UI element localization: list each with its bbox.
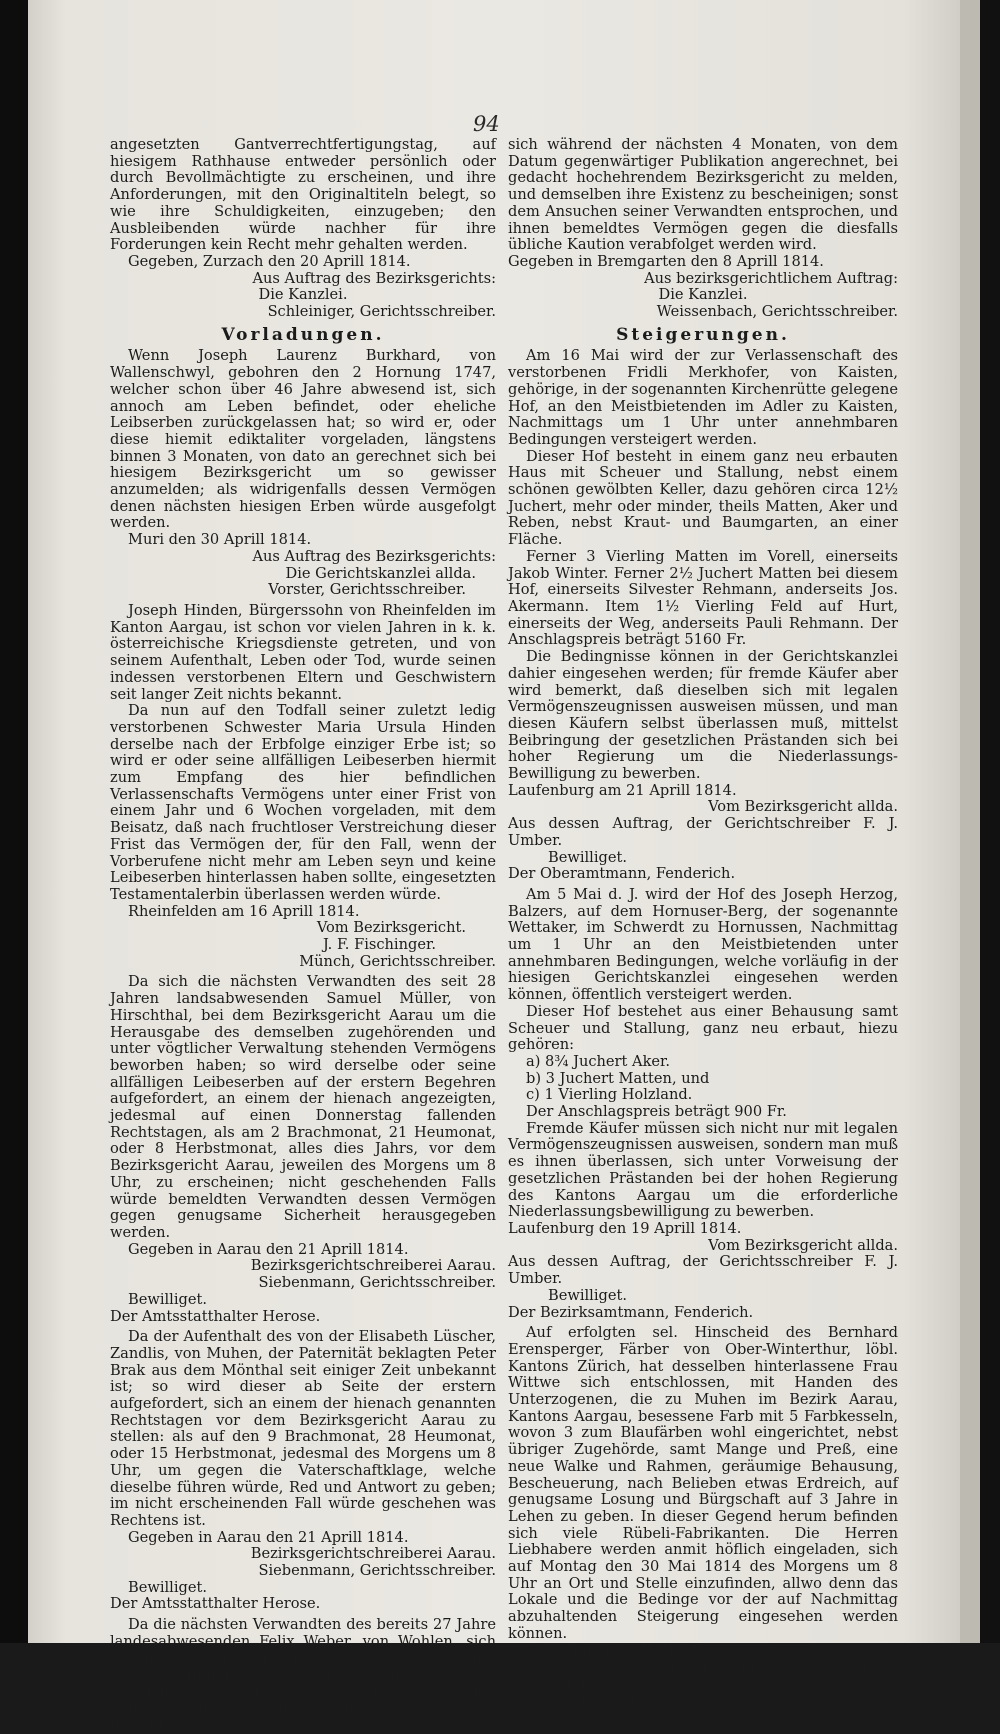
notice-date: Laufenburg am 21 Aprill 1814. xyxy=(508,781,737,799)
notice-office: Die Gerichtskanzlei allda. xyxy=(285,564,476,582)
notice-authority: Vom Bezirksgericht allda. xyxy=(708,1236,898,1254)
notice-text: Am 5 Mai d. J. wird der Hof des Joseph Herzog, Balzers, auf dem Hornuser-Berg, der sogenannte Wettaker, im Schwerdt zu Hornussen, Nachmittag um 1 Uhr an den Meistbietenden unter annehmbaren Bedingungen, welche vorläufig in der hiesigen Gerichtskanzlei eingesehen werden können, öffentlich versteigert werden. xyxy=(508,885,898,1004)
notice-text: Auf erfolgten sel. Hinscheid des Bernhard Erensperger, Färber von Ober-Winterthur, löbl. Kantons Zürich, hat desselben hinterlassene Frau Wittwe sich entschlossen, mit Handen des Unterzogenen, die zu Muhen im Bezirk Aarau, Kantons Aargau, besessene Farb mit 5 Farbkesseln, wovon 3 zum Blaufärben wohl eingerichtet, nebst übriger Zugehörde, samt Mange und Preß, eine neue Walke und Rahmen, geräumige Behausung, Bescheuerung, nach Belieben etwas Erdreich, auf genugsame Losung und Bürgschaft auf 3 Jahre in Lehen zu geben. In dieser Gegend herum befinden sich viele Rübeli-Fabrikanten. Die Herren Liebhabere werden anmit höflich eingeladen, sich auf Montag den 30 Mai 1814 des Morgens um 8 Uhr an Ort und Stelle einzufinden, allwo denn das Lokale und die Bedinge vor der auf Nachmittag abzuhaltenden Steigerung eingesehen werden können. xyxy=(508,1324,898,1642)
notice-official: Herose, Amtsstatthalter. xyxy=(508,1691,690,1709)
notice-official: Der Bezirksamtmann, Fenderich. xyxy=(508,1303,754,1321)
notice-price: Der Anschlagspreis beträgt 900 Fr. xyxy=(526,1103,787,1121)
notice-text: Fremde Käufer müssen sich nicht nur mit legalen Vermögenszeugnissen ausweisen, sondern man muß es ihnen überlassen, sich unter Vorweisung der gesetzlichen Prästanden bei der hohen Regierung des Kantons Aargau um die erforderliche Niederlassungsbewilligung zu bewerben. xyxy=(508,1119,898,1221)
notice-approved: Bewilliget. xyxy=(548,1286,628,1304)
notice-name: J. F. Fischinger. xyxy=(322,936,436,954)
notice-text: Am 16 Mai wird der zur Verlassenschaft des verstorbenen Fridli Merkhofer, von Kaisten, gehörige, in der sogenannten Kirchenrütte gelegene Hof, an den Meistbietenden im Adler zu Kaisten, Nachmittags um 1 Uhr unter annehmbaren Bedingungen versteigert werden. xyxy=(508,347,898,448)
scan-border-left xyxy=(0,0,28,1643)
notice-signature: Weissenbach, Gerichtsschreiber. xyxy=(656,303,898,321)
notice-authority: Bezirksgerichtschreiberei Aarau. xyxy=(250,1257,496,1275)
notice-official: Der Amtsstatthalter Herose. xyxy=(110,1307,321,1325)
notice-text: Da sich die nächsten Verwandten des seit 28 Jahren landsabwesenden Samuel Müller, von Hirschthal, bei dem Bezirksgericht Aarau um die Herausgabe des demselben zugehörenden und unter vögtlicher Verwaltung stehenden Vermögens beworben haben; so wird derselbe oder seine allfälligen Leibeserben auf der erstern Begehren aufgefordert, an einem der hienach angezeigten, jedesmal auf einen Donnerstag fallenden Rechtstagen, als am 2 Brachmonat, 21 Heumonat, oder 8 Herbstmonat, alles dies Jahrs, vor dem Bezirksgericht Aarau, jeweilen des Morgens um 8 Uhr, zu erscheinen; nicht geschehenden Falls würde bemeldten Verwandten dessen Vermögen gegen genugsame Sicherheit herausgegeben werden. xyxy=(110,973,496,1241)
notice-official: Der Oberamtmann, Fenderich. xyxy=(508,865,736,883)
notice-official: Der Amtsstatthalter Herose. xyxy=(110,1595,321,1613)
notice-text: Dieser Hof bestehet aus einer Behausung samt Scheuer und Stallung, ganz neu erbaut, hiezu gehören: xyxy=(508,1002,898,1054)
notice-signature: Siebenmann, Gerichtsschreiber. xyxy=(258,1274,496,1292)
notice-text: Da der Aufenthalt des von der Elisabeth Lüscher, Zandlis, von Muhen, der Paternität beklagten Peter Brak aus dem Mönthal seit einiger Zeit unbekannt ist; so wird dieser ab Seite der erstern aufgefordert, sich an einem der hienach genannten Rechtstagen vor dem Bezirksgericht Aarau zu stellen: als auf den 9 Brachmonat, 28 Heumonat, oder 15 Herbstmonat, jedesmal des Morgens um 8 Uhr, um gegen die Vaterschaftklage, welche dieselbe führen würde, Red und Antwort zu geben; im nicht erscheinenden Fall würde geschehen was Rechtens ist. xyxy=(110,1328,496,1529)
notice-signature: Aus dessen Auftrag, der Gerichtschreiber F. J. Umber. xyxy=(508,815,898,849)
notice-authority: Aus Auftrag des Bezirksgerichts: xyxy=(252,269,496,287)
notice-date: Gegeben in Aarau den 21 Aprill 1814. xyxy=(128,1240,409,1258)
list-item: b) 3 Juchert Matten, und xyxy=(526,1069,710,1087)
notice-approved: Bewilliget. xyxy=(128,1578,208,1596)
notice-authority: Vom Bezirksgericht allda. xyxy=(708,798,898,816)
right-column xyxy=(508,137,898,1709)
scan-border-right xyxy=(980,0,1000,1643)
page-edge xyxy=(960,0,980,1643)
notice-text: Da nun auf den Todfall seiner zuletzt ledig verstorbenen Schwester Maria Ursula Hinden derselbe nach der Erbfolge einziger Erbe ist; so wird er oder seine allfälligen Leibeserben hiermit zum Empfang des hier befindlichen Verlassenschafts Vermögens unter einer Frist von einem Jahr und 6 Wochen vorgeladen, mit dem Beisatz, daß nach fruchtloser Verstreichung dieser Frist das Vermögen der, für den Fall, wenn der Vorberufene nicht mehr am Leben seyn und keine Leibeserben hinterlassen haben sollte, eingesetzten Testamentalerbin überlassen werden würde. xyxy=(110,702,496,903)
notice-approved: Bewilliget. xyxy=(548,848,628,866)
notice-signature: Schleiniger, Gerichtsschreiber. xyxy=(267,303,496,321)
notice-authority: Aus bezirksgerichtlichem Auftrag: xyxy=(644,269,898,287)
notice-signature: Münch, Gerichtsschreiber. xyxy=(299,952,496,970)
notice-text: Dieser Hof besteht in einem ganz neu erbauten Haus mit Scheuer und Stallung, nebst einem schönen gewölbten Keller, dazu gehören circa 12½ Juchert, mehr oder minder, theils Matten, Aker und Reben, nebst Kraut- und Baumgarten, an einer Fläche. xyxy=(508,447,898,549)
list-item: c) 1 Vierling Holzland. xyxy=(526,1086,693,1104)
notice-date: Gegeben, Zurzach den 20 Aprill 1814. xyxy=(128,252,411,270)
notice-authority: Vom Bezirksgericht. xyxy=(316,919,466,937)
notice-text: angesetzten Gantverrechtfertigungstag, auf hiesigem Rathhause entweder persönlich oder durch Bevollmächtigte zu erscheinen, und ihre Anforderungen, mit den Originaltiteln belegt, so wie ihre Schuldigkeiten, einzugeben; den Ausbleibenden würde nachher für ihre Forderungen kein Recht mehr gehalten werden. xyxy=(110,136,496,254)
notice-signature: Joh. Ulrich Lüscher, Schullehrer. xyxy=(656,1658,898,1676)
notice-authority: Bezirksgerichtschreiberei Aarau. xyxy=(250,1545,496,1563)
notice-signature: Aus dessen Auftrag, der Gerichtsschreiber F. J. Umber. xyxy=(508,1253,898,1288)
page-number: 94 xyxy=(473,112,500,136)
notice-date: Rheinfelden am 16 Aprill 1814. xyxy=(128,902,360,920)
notice-text: Joseph Hinden, Bürgerssohn von Rheinfelden im Kanton Aargau, ist schon vor vielen Jahren in k. k. österreichische Kriegsdienste getreten, und von seinem Aufenthalt, Leben oder Tod, wurde seinen indessen verstorbenen Eltern und Geschwistern seit langer Zeit nichts bekannt. xyxy=(110,601,496,703)
notice-date: Muri den 30 Aprill 1814. xyxy=(128,531,312,549)
notice-text: Ferner 3 Vierling Matten im Vorell, einerseits Jakob Winter. Ferner 2½ Juchert Matten bei diesem Hof, einerseits Silvester Rehmann, anderseits Jos. Akermann. Item 1½ Vierling Feld auf Hurt, einerseits der Weg, anderseits Pauli Rehmann. Der Anschlagspreis beträgt 5160 Fr. xyxy=(508,547,898,649)
left-column xyxy=(110,137,496,1734)
notice-text: Da die nächsten Verwandten des bereits 27 Jahre landesabwesenden Felix Weber, von Wohlen, sich bei dem hochehrenden Bezirksgericht Bremgarten um die Verabfolgung seines hinter dem Waisenamt liegenden Vermögens beworben haben; so werden demnach dieser Felix Weber oder dessen rechtmäßige Deszendenten aufgefordert, xyxy=(110,1616,496,1734)
notice-text: Die Bedingnisse können in der Gerichtskanzlei dahier eingesehen werden; für fremde Käufer aber wird bemerkt, daß dieselben sich mit legalen Vermögenszeugnissen ausweisen müssen, und man diesen Käufern selbst überlassen muß, mittelst Beibringung der gesetzlichen Prästanden sich bei hoher Regierung um die Niederlassungs-Bewilligung zu bewerben. xyxy=(508,648,898,783)
notice-date: Laufenburg den 19 Aprill 1814. xyxy=(508,1220,742,1237)
notice-signature: Siebenmann, Gerichtsschreiber. xyxy=(258,1562,496,1580)
notice-date: Muhen den 26 Aprill 1814. xyxy=(526,1641,725,1659)
notice-authority: Aus Auftrag des Bezirksgerichts: xyxy=(252,547,496,565)
section-heading-steigerungen: Steigerungen. xyxy=(616,324,790,345)
notice-date: Gegeben in Bremgarten den 8 Aprill 1814. xyxy=(508,252,824,270)
notice-signature: Vorster, Gerichtsschreiber. xyxy=(268,581,466,599)
notice-approved: Bewilliget. xyxy=(128,1290,208,1308)
notice-text: Wenn Joseph Laurenz Burkhard, von Wallenschwyl, gebohren den 2 Hornung 1747, welcher schon über 46 Jahre abwesend ist, sich annoch am Leben befindet, oder eheliche Leibserben zurückgelassen hat; so wird er, oder diese hiemit ediktaliter vorgeladen, längstens binnen 3 Monaten, von dato an gerechnet sich bei hiesigem Bezirksgericht um so gewisser anzumelden; als widrigenfalls dessen Vermögen denen nächsten hiesigen Erben würde ausgefolgt werden. xyxy=(110,347,496,532)
notice-approved: Bewilliget. xyxy=(526,1674,606,1692)
section-heading-vorladungen: Vorladungen. xyxy=(221,324,385,345)
notice-office: Die Kanzlei. xyxy=(258,286,348,304)
list-item: a) 8¾ Juchert Aker. xyxy=(526,1052,671,1070)
notice-date: Gegeben in Aarau den 21 Aprill 1814. xyxy=(128,1528,409,1546)
notice-text: sich während der nächsten 4 Monaten, von dem Datum gegenwärtiger Publikation angerechnet, bei gedacht hochehrendem Bezirksgericht zu melden, und demselben ihre Existenz zu bescheinigen; sonst dem Ansuchen seiner Verwandten entsprochen, und ihnen bemeldtes Vermögen gegen die diesfalls übliche Kaution verabfolget werden wird. xyxy=(508,136,898,254)
notice-office: Die Kanzlei. xyxy=(658,286,748,304)
